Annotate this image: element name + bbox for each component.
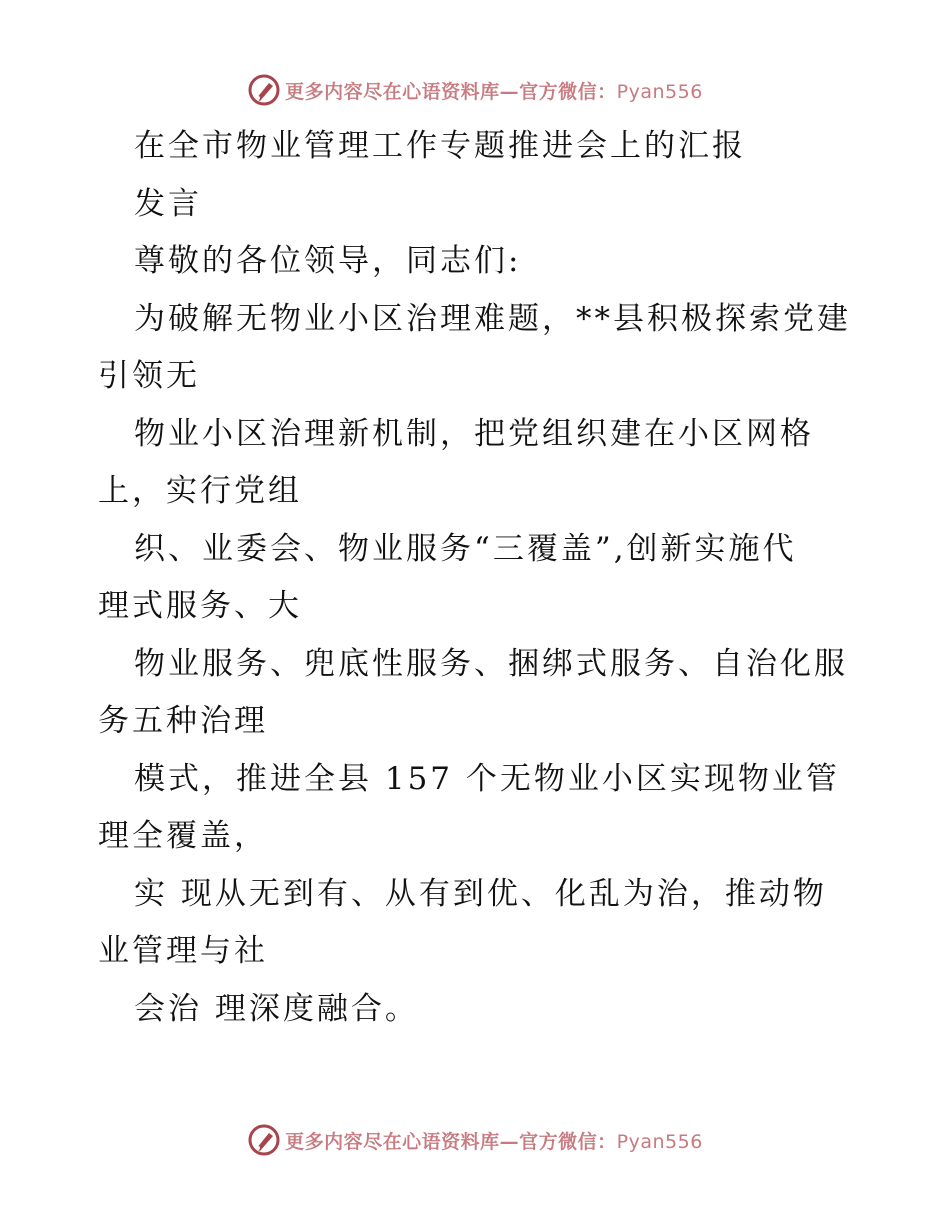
- body-line: 物业小区治理新机制，把党组织建在小区网格: [134, 415, 814, 452]
- body-line: 织、业委会、物业服务“三覆盖”,创新实施代: [134, 530, 797, 567]
- header-wechat-id: Pyan556: [616, 80, 703, 103]
- body-line: 实 现从无到有、从有到优、化乱为治，推动物: [134, 875, 827, 912]
- body-line: 务五种治理: [98, 703, 268, 739]
- body-line: 物业服务、兜底性服务、捆绑式服务、自治化服: [134, 645, 848, 682]
- document-body: [98, 118, 858, 1038]
- body-line: 业管理与社: [98, 933, 268, 969]
- body-line: 引领无: [98, 358, 200, 394]
- salutation-line: 尊敬的各位领导，同志们:: [134, 243, 522, 279]
- body-line: 上，实行党组: [98, 473, 302, 509]
- footer-watermark-banner: [0, 1120, 950, 1160]
- body-line: 为破解无物业小区治理难题，**县积极探索党建: [134, 300, 851, 337]
- doc-title-line: 在全市物业管理工作专题推进会上的汇报: [134, 128, 746, 164]
- pen-logo-icon: [247, 1123, 281, 1157]
- footer-wechat-id: Pyan556: [616, 1130, 703, 1153]
- body-line: 模式，推进全县 157 个无物业小区实现物业管: [134, 760, 840, 797]
- doc-title-line: 发言: [134, 185, 202, 222]
- body-line: 会治 理深度融合。: [134, 990, 419, 1027]
- body-line: 理全覆盖，: [98, 818, 268, 854]
- pen-logo-icon: [247, 73, 281, 107]
- body-line: 理式服务、大: [98, 588, 302, 624]
- footer-watermark-text: 更多内容尽在心语资料库—官方微信：Pyan556: [285, 1130, 703, 1153]
- header-watermark-banner: [0, 70, 950, 110]
- header-watermark-text: 更多内容尽在心语资料库—官方微信：Pyan556: [285, 80, 703, 103]
